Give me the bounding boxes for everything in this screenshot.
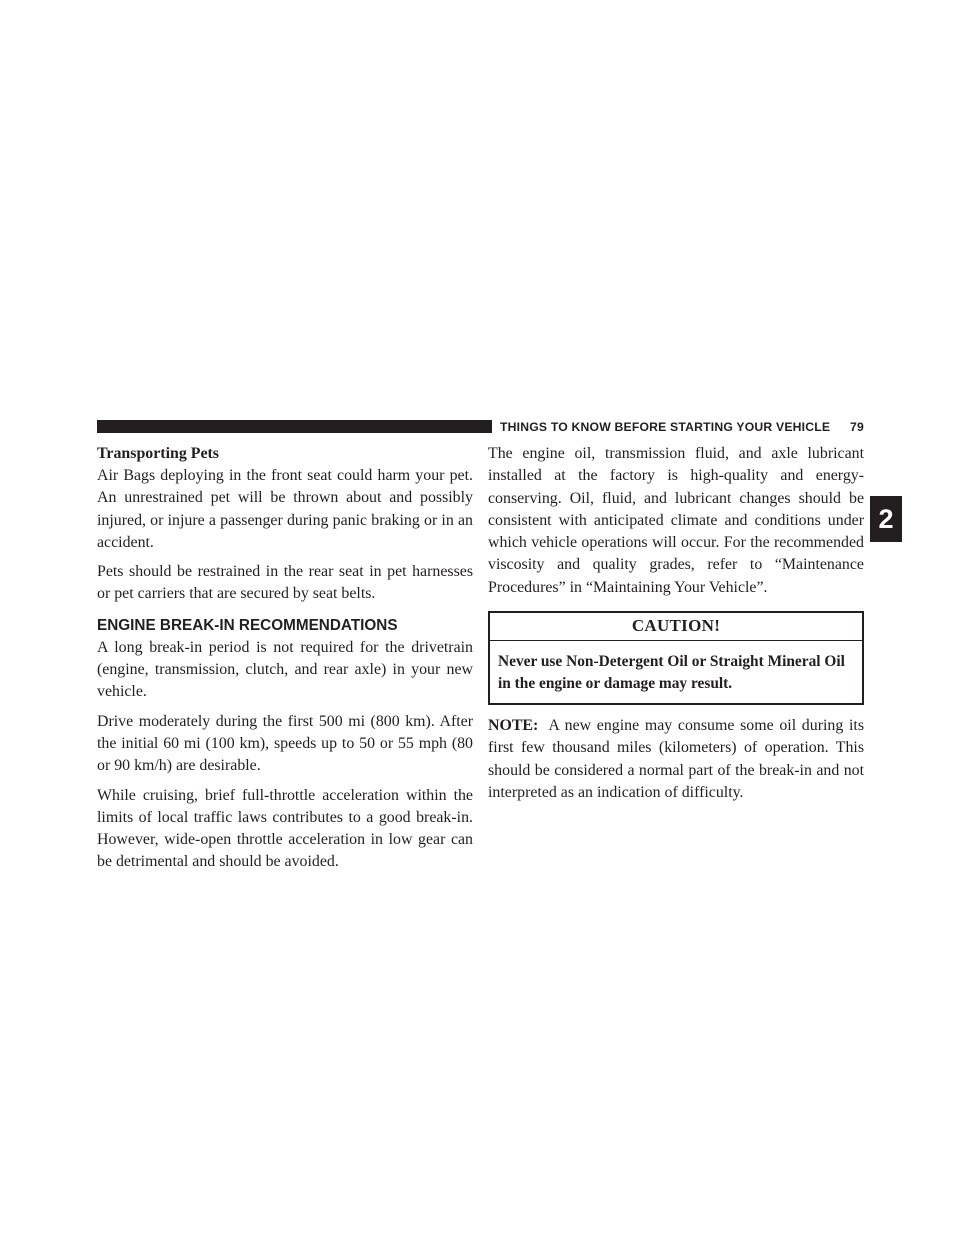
subheading-transporting-pets: Transporting Pets <box>97 445 219 462</box>
caution-title: CAUTION! <box>490 613 862 641</box>
paragraph-drive-moderately: Drive moderately during the first 500 mi (800 km). After the initial 60 mi (100 km), speeds up to 50 or 55 mph (80 or 90 km/h) are desirable. <box>97 712 473 775</box>
left-column <box>97 443 473 881</box>
paragraph-break-in-period: A long break-in period is not required for the drivetrain (engine, transmission, clutch, and rear axle) in your new vehicle. <box>97 638 473 701</box>
caution-box <box>488 611 864 705</box>
page-number: 79 <box>850 420 864 434</box>
note-label: NOTE: <box>488 717 539 735</box>
chapter-number: 2 <box>878 503 894 534</box>
note-text: A new engine may consume some oil during its first few thousand miles (kilometers) of operation. This should be considered a normal part of the break-in and not interpreted as an indication of difficulty. <box>488 717 864 801</box>
paragraph-engine-oil: The engine oil, transmission fluid, and axle lubricant installed at the factory is high-quality and energy-conserving. Oil, fluid, and lubricant changes should be consistent with anticipated climate and conditions under which vehicle operations will occur. For the recommended viscosity and quality grades, refer to “Maintenance Procedures” in “Maintaining Your Vehicle”. <box>488 445 864 596</box>
running-header <box>500 419 864 435</box>
header-bar <box>97 420 492 433</box>
chapter-tab <box>870 496 902 542</box>
note-paragraph <box>488 715 864 804</box>
section-heading-break-in: ENGINE BREAK-IN RECOMMENDATIONS <box>97 616 398 634</box>
paragraph-pet-restraint: Pets should be restrained in the rear seat in pet harnesses or pet carriers that are secured by seat belts. <box>97 563 473 603</box>
paragraph-cruising: While cruising, brief full-throttle acceleration within the limits of local traffic laws contributes to a good break-in. However, wide-open throttle acceleration in low gear can be detrimental and should be avoided. <box>97 786 473 871</box>
paragraph-airbags-pets: Air Bags deploying in the front seat could harm your pet. An unrestrained pet will be thrown about and possibly injured, or injure a passenger during panic braking or in an accident. <box>97 467 473 551</box>
header-title: THINGS TO KNOW BEFORE STARTING YOUR VEHICLE <box>500 420 831 434</box>
caution-text: Never use Non-Detergent Oil or Straight Mineral Oil in the engine or damage may result. <box>498 653 845 693</box>
right-column <box>488 443 864 811</box>
